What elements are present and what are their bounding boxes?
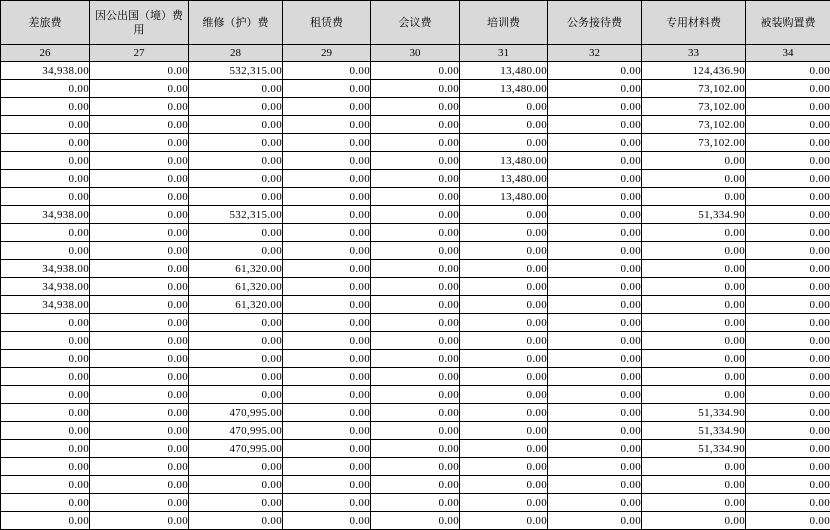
table-cell: 0.00 bbox=[371, 404, 460, 422]
table-cell: 0.00 bbox=[548, 116, 642, 134]
table-cell: 0.00 bbox=[642, 188, 746, 206]
table-cell: 0.00 bbox=[283, 332, 371, 350]
table-cell: 73,102.00 bbox=[642, 116, 746, 134]
table-cell: 0.00 bbox=[371, 170, 460, 188]
table-cell: 0.00 bbox=[1, 314, 90, 332]
table-cell: 124,436.90 bbox=[642, 62, 746, 80]
table-cell: 0.00 bbox=[90, 458, 189, 476]
table-cell: 0.00 bbox=[746, 98, 830, 116]
table-cell: 0.00 bbox=[371, 152, 460, 170]
table-cell: 0.00 bbox=[189, 512, 283, 530]
table-row bbox=[1, 134, 830, 152]
table-cell: 470,995.00 bbox=[189, 440, 283, 458]
table-cell: 51,334.90 bbox=[642, 422, 746, 440]
table-cell: 0.00 bbox=[642, 152, 746, 170]
table-cell: 0.00 bbox=[189, 98, 283, 116]
column-header-meeting: 会议费 bbox=[371, 1, 460, 45]
table-cell: 61,320.00 bbox=[189, 260, 283, 278]
table-cell: 0.00 bbox=[283, 206, 371, 224]
table-cell: 0.00 bbox=[189, 224, 283, 242]
table-row bbox=[1, 242, 830, 260]
table-cell: 0.00 bbox=[371, 314, 460, 332]
table-cell: 0.00 bbox=[746, 386, 830, 404]
table-cell: 0.00 bbox=[90, 278, 189, 296]
column-number-30: 30 bbox=[371, 45, 460, 62]
table-cell: 0.00 bbox=[371, 332, 460, 350]
table-cell: 0.00 bbox=[1, 80, 90, 98]
table-cell: 0.00 bbox=[90, 476, 189, 494]
table-cell: 0.00 bbox=[642, 170, 746, 188]
table-row bbox=[1, 476, 830, 494]
table-cell: 0.00 bbox=[283, 386, 371, 404]
table-cell: 0.00 bbox=[189, 170, 283, 188]
table-cell: 0.00 bbox=[642, 242, 746, 260]
table-cell: 0.00 bbox=[460, 386, 548, 404]
table-cell: 0.00 bbox=[642, 314, 746, 332]
table-cell: 0.00 bbox=[746, 458, 830, 476]
table-cell: 0.00 bbox=[460, 476, 548, 494]
table-cell: 0.00 bbox=[1, 404, 90, 422]
table-cell: 0.00 bbox=[746, 404, 830, 422]
table-cell: 0.00 bbox=[642, 260, 746, 278]
column-number-33: 33 bbox=[642, 45, 746, 62]
table-cell: 51,334.90 bbox=[642, 440, 746, 458]
table-cell: 0.00 bbox=[1, 476, 90, 494]
table-cell: 0.00 bbox=[642, 224, 746, 242]
table-cell: 0.00 bbox=[90, 494, 189, 512]
table-row bbox=[1, 314, 830, 332]
table-cell: 0.00 bbox=[283, 296, 371, 314]
table-cell: 0.00 bbox=[460, 512, 548, 530]
table-cell: 0.00 bbox=[371, 440, 460, 458]
table-cell: 0.00 bbox=[460, 278, 548, 296]
table-cell: 0.00 bbox=[371, 386, 460, 404]
table-body bbox=[1, 62, 830, 530]
table-cell: 0.00 bbox=[189, 458, 283, 476]
table-cell: 0.00 bbox=[460, 440, 548, 458]
table-cell: 0.00 bbox=[642, 332, 746, 350]
table-row bbox=[1, 260, 830, 278]
table-cell: 0.00 bbox=[283, 278, 371, 296]
table-cell: 0.00 bbox=[642, 386, 746, 404]
table-cell: 0.00 bbox=[1, 188, 90, 206]
column-header-clothing-purchase: 被装购置费 bbox=[746, 1, 830, 45]
table-cell: 51,334.90 bbox=[642, 404, 746, 422]
table-cell: 0.00 bbox=[548, 170, 642, 188]
table-cell: 0.00 bbox=[548, 458, 642, 476]
table-cell: 13,480.00 bbox=[460, 170, 548, 188]
table-cell: 0.00 bbox=[746, 62, 830, 80]
table-cell: 0.00 bbox=[548, 314, 642, 332]
table-cell: 0.00 bbox=[1, 116, 90, 134]
table-cell: 0.00 bbox=[746, 512, 830, 530]
table-cell: 13,480.00 bbox=[460, 152, 548, 170]
table-cell: 0.00 bbox=[283, 224, 371, 242]
table-cell: 0.00 bbox=[746, 332, 830, 350]
table-cell: 0.00 bbox=[90, 368, 189, 386]
table-cell: 0.00 bbox=[460, 404, 548, 422]
table-cell: 34,938.00 bbox=[1, 296, 90, 314]
column-number-34: 34 bbox=[746, 45, 830, 62]
table-cell: 0.00 bbox=[371, 512, 460, 530]
table-cell: 73,102.00 bbox=[642, 80, 746, 98]
table-cell: 0.00 bbox=[746, 80, 830, 98]
table-cell: 0.00 bbox=[746, 422, 830, 440]
table-cell: 0.00 bbox=[90, 62, 189, 80]
table-cell: 0.00 bbox=[283, 422, 371, 440]
table-row bbox=[1, 296, 830, 314]
table-cell: 0.00 bbox=[460, 494, 548, 512]
table-cell: 0.00 bbox=[90, 350, 189, 368]
table-cell: 0.00 bbox=[283, 494, 371, 512]
table-cell: 73,102.00 bbox=[642, 134, 746, 152]
table-column-number-row bbox=[1, 45, 830, 62]
table-cell: 0.00 bbox=[189, 350, 283, 368]
column-header-overseas-travel: 因公出国（境）费用 bbox=[90, 1, 189, 45]
table-cell: 0.00 bbox=[746, 314, 830, 332]
table-cell: 0.00 bbox=[189, 386, 283, 404]
table-cell: 0.00 bbox=[283, 476, 371, 494]
table-cell: 0.00 bbox=[1, 134, 90, 152]
table-header-row bbox=[1, 1, 830, 45]
table-cell: 0.00 bbox=[371, 80, 460, 98]
table-row bbox=[1, 98, 830, 116]
table-cell: 0.00 bbox=[283, 260, 371, 278]
table-cell: 0.00 bbox=[1, 458, 90, 476]
table-cell: 0.00 bbox=[283, 80, 371, 98]
table-row bbox=[1, 458, 830, 476]
table-cell: 0.00 bbox=[283, 116, 371, 134]
table-cell: 0.00 bbox=[283, 62, 371, 80]
table-cell: 0.00 bbox=[548, 80, 642, 98]
table-cell: 0.00 bbox=[189, 242, 283, 260]
table-cell: 0.00 bbox=[371, 116, 460, 134]
table-cell: 0.00 bbox=[90, 170, 189, 188]
table-cell: 0.00 bbox=[283, 458, 371, 476]
table-cell: 0.00 bbox=[90, 314, 189, 332]
table-cell: 0.00 bbox=[548, 98, 642, 116]
table-cell: 0.00 bbox=[548, 494, 642, 512]
table-cell: 0.00 bbox=[746, 260, 830, 278]
table-cell: 0.00 bbox=[548, 188, 642, 206]
table-cell: 0.00 bbox=[548, 134, 642, 152]
table-cell: 0.00 bbox=[460, 260, 548, 278]
table-cell: 0.00 bbox=[548, 224, 642, 242]
table-cell: 0.00 bbox=[1, 494, 90, 512]
table-cell: 0.00 bbox=[746, 440, 830, 458]
table-cell: 0.00 bbox=[548, 242, 642, 260]
table-cell: 0.00 bbox=[460, 332, 548, 350]
table-cell: 13,480.00 bbox=[460, 188, 548, 206]
table-cell: 0.00 bbox=[548, 350, 642, 368]
table-cell: 0.00 bbox=[371, 206, 460, 224]
table-cell: 73,102.00 bbox=[642, 98, 746, 116]
table-cell: 0.00 bbox=[371, 494, 460, 512]
column-number-28: 28 bbox=[189, 45, 283, 62]
column-header-travel: 差旅费 bbox=[1, 1, 90, 45]
table-cell: 0.00 bbox=[548, 152, 642, 170]
table-cell: 0.00 bbox=[746, 170, 830, 188]
table-cell: 0.00 bbox=[460, 224, 548, 242]
table-row bbox=[1, 206, 830, 224]
table-cell: 0.00 bbox=[371, 278, 460, 296]
table-cell: 0.00 bbox=[283, 188, 371, 206]
table-cell: 0.00 bbox=[189, 188, 283, 206]
table-cell: 0.00 bbox=[642, 278, 746, 296]
table-cell: 0.00 bbox=[548, 386, 642, 404]
table-cell: 0.00 bbox=[283, 368, 371, 386]
table-cell: 0.00 bbox=[548, 476, 642, 494]
table-cell: 0.00 bbox=[189, 134, 283, 152]
table-cell: 0.00 bbox=[189, 494, 283, 512]
column-header-special-materials: 专用材料费 bbox=[642, 1, 746, 45]
table-cell: 0.00 bbox=[283, 98, 371, 116]
table-cell: 0.00 bbox=[746, 368, 830, 386]
table-cell: 0.00 bbox=[283, 170, 371, 188]
column-header-maintenance: 维修（护）费 bbox=[189, 1, 283, 45]
table-cell: 0.00 bbox=[746, 296, 830, 314]
table-cell: 0.00 bbox=[460, 242, 548, 260]
table-cell: 0.00 bbox=[1, 242, 90, 260]
table-cell: 34,938.00 bbox=[1, 206, 90, 224]
table-cell: 0.00 bbox=[90, 224, 189, 242]
table-cell: 0.00 bbox=[460, 116, 548, 134]
table-cell: 0.00 bbox=[548, 512, 642, 530]
table-cell: 0.00 bbox=[371, 62, 460, 80]
table-cell: 0.00 bbox=[189, 332, 283, 350]
table-cell: 0.00 bbox=[746, 152, 830, 170]
table-cell: 0.00 bbox=[371, 260, 460, 278]
table-cell: 61,320.00 bbox=[189, 278, 283, 296]
table-cell: 0.00 bbox=[283, 134, 371, 152]
table-row bbox=[1, 332, 830, 350]
table-cell: 0.00 bbox=[746, 242, 830, 260]
table-cell: 0.00 bbox=[371, 296, 460, 314]
column-header-rental: 租赁费 bbox=[283, 1, 371, 45]
table-row bbox=[1, 422, 830, 440]
table-cell: 0.00 bbox=[746, 134, 830, 152]
table-cell: 0.00 bbox=[90, 512, 189, 530]
table-cell: 0.00 bbox=[746, 224, 830, 242]
table-row bbox=[1, 116, 830, 134]
table-cell: 0.00 bbox=[548, 404, 642, 422]
table-cell: 0.00 bbox=[90, 422, 189, 440]
table-cell: 0.00 bbox=[548, 440, 642, 458]
table-cell: 0.00 bbox=[90, 332, 189, 350]
table-cell: 532,315.00 bbox=[189, 62, 283, 80]
table-cell: 0.00 bbox=[90, 116, 189, 134]
table-cell: 0.00 bbox=[371, 224, 460, 242]
table-row bbox=[1, 188, 830, 206]
table-row bbox=[1, 80, 830, 98]
table-cell: 0.00 bbox=[746, 278, 830, 296]
table-cell: 470,995.00 bbox=[189, 404, 283, 422]
table-cell: 0.00 bbox=[548, 278, 642, 296]
table-cell: 0.00 bbox=[642, 458, 746, 476]
table-cell: 0.00 bbox=[90, 80, 189, 98]
table-row bbox=[1, 494, 830, 512]
table-cell: 0.00 bbox=[1, 512, 90, 530]
table-cell: 0.00 bbox=[90, 98, 189, 116]
table-row bbox=[1, 62, 830, 80]
table-cell: 0.00 bbox=[1, 170, 90, 188]
table-cell: 0.00 bbox=[90, 134, 189, 152]
table-row bbox=[1, 386, 830, 404]
table-cell: 0.00 bbox=[642, 476, 746, 494]
table-cell: 470,995.00 bbox=[189, 422, 283, 440]
table-row bbox=[1, 152, 830, 170]
table-cell: 0.00 bbox=[548, 62, 642, 80]
table-row bbox=[1, 512, 830, 530]
table-cell: 0.00 bbox=[189, 314, 283, 332]
table-row bbox=[1, 368, 830, 386]
table-cell: 0.00 bbox=[283, 314, 371, 332]
table-cell: 0.00 bbox=[1, 368, 90, 386]
table-cell: 0.00 bbox=[460, 314, 548, 332]
column-number-26: 26 bbox=[1, 45, 90, 62]
table-cell: 0.00 bbox=[189, 80, 283, 98]
table-cell: 0.00 bbox=[90, 440, 189, 458]
table-cell: 0.00 bbox=[283, 350, 371, 368]
column-number-32: 32 bbox=[548, 45, 642, 62]
table-cell: 0.00 bbox=[371, 368, 460, 386]
table-cell: 34,938.00 bbox=[1, 62, 90, 80]
table-cell: 0.00 bbox=[460, 458, 548, 476]
table-cell: 0.00 bbox=[1, 152, 90, 170]
table-cell: 0.00 bbox=[90, 188, 189, 206]
table-cell: 0.00 bbox=[283, 440, 371, 458]
table-cell: 532,315.00 bbox=[189, 206, 283, 224]
table-cell: 0.00 bbox=[460, 422, 548, 440]
table-cell: 0.00 bbox=[460, 98, 548, 116]
table-row bbox=[1, 350, 830, 368]
table-cell: 0.00 bbox=[283, 242, 371, 260]
table-cell: 0.00 bbox=[642, 296, 746, 314]
table-cell: 13,480.00 bbox=[460, 62, 548, 80]
table-cell: 0.00 bbox=[548, 368, 642, 386]
table-cell: 0.00 bbox=[371, 350, 460, 368]
table-cell: 0.00 bbox=[548, 260, 642, 278]
column-number-29: 29 bbox=[283, 45, 371, 62]
table-cell: 0.00 bbox=[642, 512, 746, 530]
table-row bbox=[1, 224, 830, 242]
table-cell: 0.00 bbox=[460, 350, 548, 368]
table-cell: 0.00 bbox=[90, 296, 189, 314]
table-cell: 0.00 bbox=[371, 98, 460, 116]
table-row bbox=[1, 404, 830, 422]
table-cell: 0.00 bbox=[371, 134, 460, 152]
table-cell: 0.00 bbox=[371, 422, 460, 440]
table-cell: 0.00 bbox=[746, 476, 830, 494]
table-cell: 0.00 bbox=[90, 242, 189, 260]
table-cell: 0.00 bbox=[189, 476, 283, 494]
table-cell: 34,938.00 bbox=[1, 278, 90, 296]
table-cell: 0.00 bbox=[548, 422, 642, 440]
table-cell: 13,480.00 bbox=[460, 80, 548, 98]
column-header-training: 培训费 bbox=[460, 1, 548, 45]
table-cell: 0.00 bbox=[460, 296, 548, 314]
table-cell: 0.00 bbox=[548, 332, 642, 350]
table-cell: 0.00 bbox=[746, 206, 830, 224]
table-cell: 0.00 bbox=[283, 512, 371, 530]
table-cell: 0.00 bbox=[90, 206, 189, 224]
column-number-31: 31 bbox=[460, 45, 548, 62]
table-cell: 34,938.00 bbox=[1, 260, 90, 278]
table-cell: 0.00 bbox=[460, 134, 548, 152]
table-cell: 0.00 bbox=[1, 350, 90, 368]
table-cell: 0.00 bbox=[548, 206, 642, 224]
table-cell: 0.00 bbox=[1, 440, 90, 458]
table-cell: 0.00 bbox=[1, 386, 90, 404]
table-cell: 0.00 bbox=[642, 350, 746, 368]
table-cell: 0.00 bbox=[283, 152, 371, 170]
table-cell: 0.00 bbox=[642, 494, 746, 512]
column-number-27: 27 bbox=[90, 45, 189, 62]
table-cell: 0.00 bbox=[90, 386, 189, 404]
table-cell: 0.00 bbox=[371, 476, 460, 494]
table-cell: 0.00 bbox=[189, 116, 283, 134]
table-cell: 0.00 bbox=[1, 422, 90, 440]
table-cell: 0.00 bbox=[283, 404, 371, 422]
table-cell: 0.00 bbox=[90, 404, 189, 422]
table-cell: 0.00 bbox=[1, 98, 90, 116]
table-cell: 0.00 bbox=[460, 206, 548, 224]
table-row bbox=[1, 278, 830, 296]
table-cell: 51,334.90 bbox=[642, 206, 746, 224]
table-row bbox=[1, 170, 830, 188]
column-header-official-reception: 公务接待费 bbox=[548, 1, 642, 45]
table-cell: 0.00 bbox=[90, 260, 189, 278]
table-cell: 61,320.00 bbox=[189, 296, 283, 314]
table-cell: 0.00 bbox=[189, 368, 283, 386]
table-cell: 0.00 bbox=[746, 116, 830, 134]
table-cell: 0.00 bbox=[746, 350, 830, 368]
table-cell: 0.00 bbox=[1, 224, 90, 242]
table-cell: 0.00 bbox=[371, 188, 460, 206]
table-cell: 0.00 bbox=[460, 368, 548, 386]
table-cell: 0.00 bbox=[746, 188, 830, 206]
table-row bbox=[1, 440, 830, 458]
table-cell: 0.00 bbox=[642, 368, 746, 386]
table-cell: 0.00 bbox=[746, 494, 830, 512]
table-cell: 0.00 bbox=[371, 242, 460, 260]
table-cell: 0.00 bbox=[189, 152, 283, 170]
table-cell: 0.00 bbox=[90, 152, 189, 170]
table-cell: 0.00 bbox=[548, 296, 642, 314]
table-cell: 0.00 bbox=[1, 332, 90, 350]
table-cell: 0.00 bbox=[371, 458, 460, 476]
